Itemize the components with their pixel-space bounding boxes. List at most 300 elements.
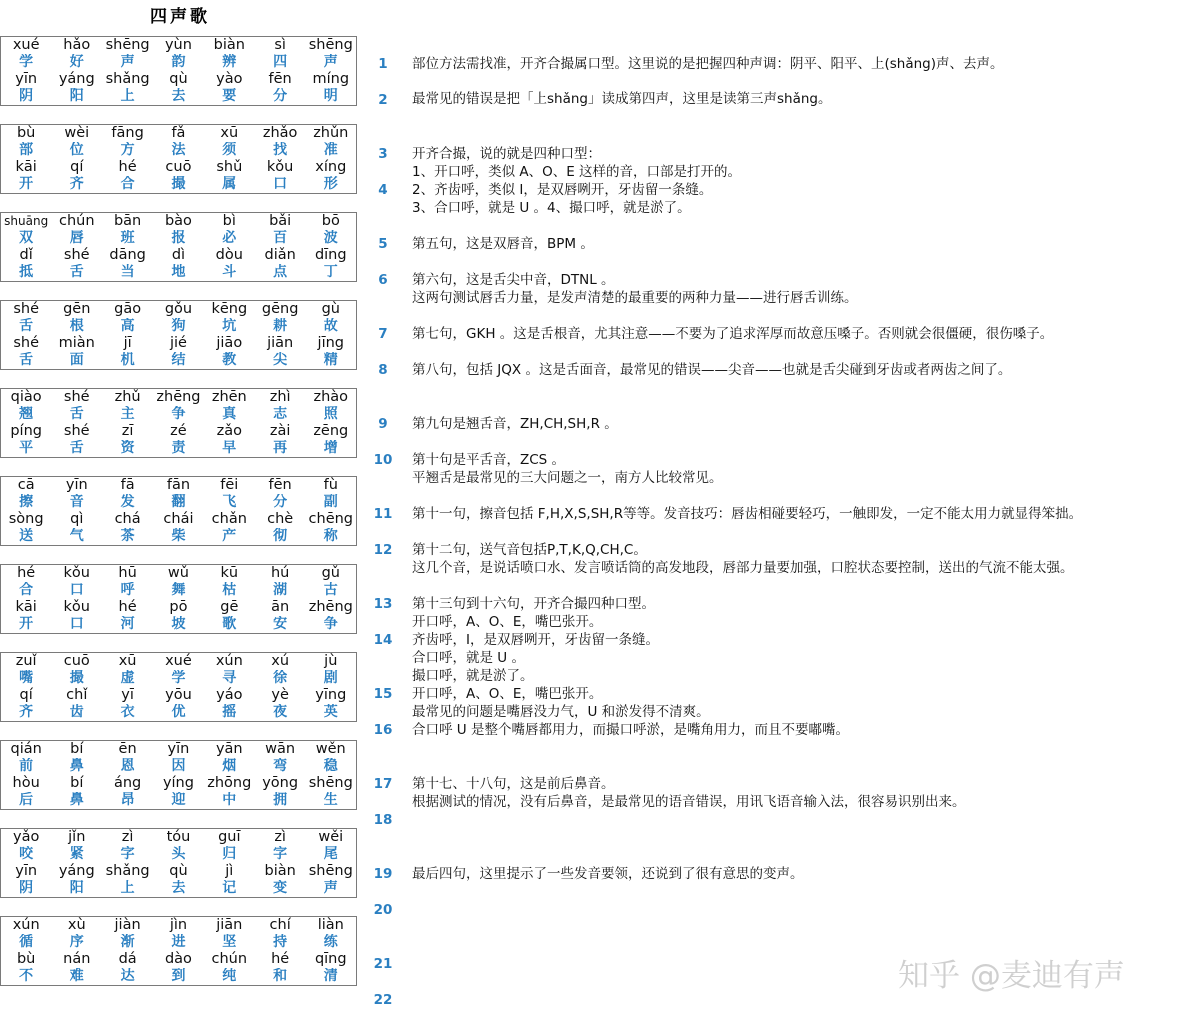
spacer-row <box>1 106 357 125</box>
pinyin-cell: hé <box>1 565 52 583</box>
hanzi-row <box>1 230 357 247</box>
pinyin-cell: yīn <box>1 71 52 88</box>
hanzi-row <box>1 880 357 898</box>
pinyin-cell: zhōng <box>207 775 252 791</box>
hanzi-cell: 主 <box>120 406 135 422</box>
pinyin-cell: diǎn <box>264 247 296 263</box>
hanzi-row <box>1 142 357 159</box>
hanzi-cell: 唇 <box>69 230 84 246</box>
hanzi-cell: 口 <box>69 582 84 598</box>
hanzi-row <box>1 494 357 511</box>
pinyin-cell: shēng <box>306 37 357 55</box>
hanzi-cell: 地 <box>153 264 204 282</box>
spacer-row <box>1 458 357 477</box>
pinyin-cell: shēng <box>306 775 357 792</box>
hanzi-cell: 后 <box>1 792 52 810</box>
note-line: 第五句，这是双唇音，BPM 。 <box>412 236 594 252</box>
page-title: 四声歌 <box>150 7 210 27</box>
hanzi-cell: 去 <box>153 880 204 898</box>
pinyin-cell: jìn <box>153 917 204 935</box>
hanzi-cell: 持 <box>273 934 288 950</box>
hanzi-cell: 找 <box>273 142 288 158</box>
pinyin-cell: chún <box>51 213 102 231</box>
hanzi-cell: 河 <box>102 616 153 634</box>
hanzi-cell: 达 <box>102 968 153 986</box>
pinyin-cell: shǎng <box>105 863 150 879</box>
hanzi-cell: 阳 <box>51 880 102 898</box>
hanzi-cell: 部 <box>1 142 52 159</box>
hanzi-cell: 点 <box>255 264 306 282</box>
hanzi-cell: 阴 <box>1 880 52 898</box>
pinyin-cell: pō <box>169 599 188 615</box>
line-number: 10 <box>373 452 393 468</box>
pinyin-row <box>1 389 357 407</box>
hanzi-cell: 嘴 <box>1 670 52 687</box>
hanzi-cell: 当 <box>102 264 153 282</box>
pinyin-cell: shé <box>51 389 102 407</box>
pinyin-row <box>1 741 357 759</box>
note-line: 这两句测试唇舌力量，是发声清楚的最重要的两种力量——进行唇舌训练。 <box>412 290 858 306</box>
pinyin-cell: zhǔ <box>102 389 153 407</box>
pinyin-cell: shé <box>1 335 52 352</box>
pinyin-cell: bù <box>1 125 52 143</box>
pinyin-cell: yǎo <box>1 829 52 847</box>
hanzi-row <box>1 318 357 335</box>
hanzi-cell: 序 <box>69 934 84 950</box>
hanzi-cell: 分 <box>273 494 288 510</box>
hanzi-cell: 分 <box>255 88 306 106</box>
hanzi-cell: 前 <box>1 758 52 775</box>
hanzi-cell: 字 <box>273 846 288 862</box>
hanzi-cell: 韵 <box>171 54 186 70</box>
pinyin-cell: yīn <box>1 863 52 880</box>
hanzi-cell: 歌 <box>204 616 255 634</box>
hanzi-cell: 变 <box>255 880 306 898</box>
hanzi-cell: 拥 <box>255 792 306 810</box>
spacer-row <box>1 194 357 213</box>
line-number: 6 <box>378 272 388 288</box>
pinyin-cell: zé <box>170 423 187 439</box>
pinyin-cell: zuǐ <box>1 653 52 671</box>
pinyin-cell: yùn <box>153 37 204 55</box>
pinyin-cell: xué <box>1 37 52 55</box>
hanzi-cell: 准 <box>306 142 357 159</box>
hanzi-cell: 古 <box>306 582 357 599</box>
hanzi-row <box>1 406 357 423</box>
hanzi-cell: 故 <box>306 318 357 335</box>
pinyin-row <box>1 477 357 495</box>
pinyin-cell: yào <box>216 71 243 87</box>
pinyin-cell: gēng <box>255 301 306 319</box>
hanzi-cell: 早 <box>204 440 255 458</box>
hanzi-cell: 舌 <box>51 264 102 282</box>
pinyin-cell: zì <box>102 829 153 847</box>
hanzi-cell: 志 <box>273 406 288 422</box>
pinyin-cell: kēng <box>204 301 255 319</box>
pinyin-cell: fǎ <box>153 125 204 143</box>
hanzi-cell: 夜 <box>255 704 306 722</box>
pinyin-cell: kǒu <box>266 159 294 175</box>
pinyin-cell: cuō <box>51 653 102 671</box>
note-line: 撮口呼，就是淤了。 <box>412 668 534 684</box>
pinyin-cell: xū <box>102 653 153 671</box>
hanzi-cell: 擦 <box>1 494 52 511</box>
pinyin-cell: jiàn <box>102 917 153 935</box>
pinyin-cell: dì <box>171 247 186 263</box>
pinyin-row <box>1 335 357 352</box>
hanzi-cell: 迎 <box>153 792 204 810</box>
pinyin-cell: yáng <box>58 71 95 87</box>
pinyin-row <box>1 687 357 704</box>
note-line: 开口呼，A、O、E，嘴巴张开。 <box>412 686 603 702</box>
pinyin-cell: liàn <box>306 917 357 935</box>
pinyin-cell: fā <box>102 477 153 495</box>
pinyin-cell: zhào <box>306 389 357 407</box>
hanzi-row <box>1 264 357 282</box>
hanzi-cell: 不 <box>1 968 52 986</box>
note-line: 第十句是平舌音，ZCS 。 <box>412 452 566 468</box>
note-line: 第八句，包括 JQX 。这是舌面音，最常见的错误——尖音——也就是舌尖碰到牙齿或者两齿之间了。 <box>412 362 1012 378</box>
hanzi-cell: 清 <box>306 968 357 986</box>
hanzi-row <box>1 528 357 546</box>
spacer-row <box>1 722 357 741</box>
hanzi-cell: 咬 <box>1 846 52 863</box>
pinyin-cell: gē <box>220 599 239 615</box>
pinyin-cell: chún <box>211 951 248 967</box>
hanzi-cell: 中 <box>204 792 255 810</box>
pinyin-cell: zhēng <box>153 389 204 407</box>
note-line: 第九句是翘舌音，ZH,CH,SH,R 。 <box>412 416 618 432</box>
line-number: 12 <box>373 542 393 558</box>
pinyin-cell: jié <box>169 335 187 351</box>
hanzi-cell: 斗 <box>204 264 255 282</box>
pinyin-cell: bào <box>153 213 204 231</box>
pinyin-cell: shé <box>63 423 90 439</box>
hanzi-row <box>1 616 357 634</box>
pinyin-cell: shēng <box>102 37 153 55</box>
pinyin-cell: dòu <box>215 247 243 263</box>
pinyin-cell: shēng <box>306 863 357 880</box>
hanzi-cell: 必 <box>222 230 237 246</box>
hanzi-cell: 鼻 <box>51 792 102 810</box>
hanzi-cell: 练 <box>306 934 357 951</box>
line-number: 15 <box>373 686 393 702</box>
hanzi-cell: 到 <box>153 968 204 986</box>
hanzi-row <box>1 934 357 951</box>
hanzi-cell: 属 <box>204 176 255 194</box>
hanzi-cell: 合 <box>102 176 153 194</box>
hanzi-cell: 法 <box>171 142 186 158</box>
pinyin-cell: bān <box>102 213 153 231</box>
note-line: 合口呼 U 是整个嘴唇都用力，而撮口呼淤，是嘴角用力，而且不要嘟嘴。 <box>412 722 849 738</box>
note-line: 第六句，这是舌尖中音，DTNL 。 <box>412 272 615 288</box>
pinyin-cell: dīng <box>306 247 357 264</box>
hanzi-cell: 音 <box>69 494 84 510</box>
hanzi-cell: 好 <box>69 54 84 70</box>
pinyin-cell: fāng <box>102 125 153 143</box>
hanzi-cell: 撮 <box>153 176 204 194</box>
pinyin-cell: áng <box>113 775 142 791</box>
pinyin-cell: bǎi <box>255 213 306 231</box>
hanzi-cell: 位 <box>69 142 84 158</box>
note-line: 平翘舌是最常见的三大问题之一，南方人比较常见。 <box>412 470 723 486</box>
hanzi-cell: 衣 <box>102 704 153 722</box>
hanzi-cell: 柴 <box>153 528 204 546</box>
pinyin-cell: gù <box>306 301 357 319</box>
hanzi-cell: 舌 <box>69 406 84 422</box>
pinyin-cell: chí <box>255 917 306 935</box>
pinyin-cell: kǒu <box>51 565 102 583</box>
pinyin-cell: gǔ <box>306 565 357 583</box>
hanzi-cell: 形 <box>306 176 357 194</box>
note-line: 最后四句，这里提示了一些发音要领，还说到了很有意思的变声。 <box>412 866 804 882</box>
spacer-row <box>1 370 357 389</box>
pinyin-cell: qù <box>169 863 188 879</box>
note-line: 第七句，GKH 。这是舌根音，尤其注意——不要为了追求浑厚而故意压嗓子。否则就会很僵硬，很伤嗓子。 <box>412 326 1054 342</box>
pinyin-cell: sì <box>255 37 306 55</box>
pinyin-cell: dào <box>164 951 192 967</box>
hanzi-cell: 字 <box>120 846 135 862</box>
pinyin-cell: jiān <box>204 917 255 935</box>
pinyin-row <box>1 511 357 528</box>
spacer-row <box>1 810 357 829</box>
hanzi-row <box>1 88 357 106</box>
hanzi-row <box>1 704 357 722</box>
pinyin-cell: chè <box>267 511 294 527</box>
pinyin-cell: fān <box>153 477 204 495</box>
pinyin-cell: xué <box>153 653 204 671</box>
pinyin-cell: jǐn <box>51 829 102 847</box>
hanzi-cell: 称 <box>306 528 357 546</box>
hanzi-cell: 报 <box>171 230 186 246</box>
pinyin-cell: kāi <box>1 159 52 176</box>
pinyin-cell: biàn <box>204 37 255 55</box>
note-line: 齐齿呼，I，是双唇咧开，牙齿留一条缝。 <box>412 632 659 648</box>
pinyin-cell: wěn <box>306 741 357 759</box>
pinyin-cell: miàn <box>58 335 95 351</box>
pinyin-cell: yīn <box>153 741 204 759</box>
hanzi-cell: 高 <box>120 318 135 334</box>
hanzi-cell: 开 <box>1 616 52 634</box>
hanzi-cell: 渐 <box>120 934 135 950</box>
pinyin-cell: míng <box>306 71 357 88</box>
pinyin-cell: kǒu <box>63 599 90 615</box>
hanzi-cell: 结 <box>153 352 204 370</box>
pinyin-cell: ān <box>271 599 290 615</box>
hanzi-cell: 去 <box>153 88 204 106</box>
pinyin-cell: zī <box>121 423 134 439</box>
pinyin-cell: zēng <box>306 423 357 440</box>
pinyin-cell: jiān <box>267 335 294 351</box>
pinyin-cell: wěi <box>306 829 357 847</box>
note-line: 1、开口呼，类似 A、O、E 这样的音，口部是打开的。 <box>412 164 742 180</box>
line-number: 5 <box>378 236 388 252</box>
pinyin-cell: xún <box>204 653 255 671</box>
hanzi-cell: 稳 <box>306 758 357 775</box>
note-line: 第十二句，送气音包括P,T,K,Q,CH,C。 <box>412 542 647 558</box>
hanzi-cell: 口 <box>255 176 306 194</box>
pinyin-row <box>1 951 357 968</box>
line-number: 8 <box>378 362 388 378</box>
pinyin-cell: shǎng <box>105 71 150 87</box>
note-line: 这几个音，是说话喷口水、发言喷话筒的高发地段，唇部力量要加强，口腔状态要控制，送出的气流不能太强。 <box>412 560 1074 576</box>
hanzi-cell: 茶 <box>102 528 153 546</box>
pinyin-cell: qí <box>1 687 52 704</box>
hanzi-cell: 枯 <box>222 582 237 598</box>
hanzi-cell: 阳 <box>51 88 102 106</box>
hanzi-cell: 归 <box>222 846 237 862</box>
pinyin-row <box>1 775 357 792</box>
pinyin-cell: yáng <box>58 863 95 879</box>
pinyin-cell: xū <box>204 125 255 143</box>
hanzi-cell: 根 <box>69 318 84 334</box>
pinyin-cell: gēn <box>51 301 102 319</box>
pinyin-cell: qí <box>70 159 84 175</box>
note-line: 合口呼，就是 U 。 <box>412 650 525 666</box>
pinyin-cell: yīng <box>306 687 357 704</box>
hanzi-cell: 气 <box>51 528 102 546</box>
pinyin-cell: wèi <box>51 125 102 143</box>
pinyin-cell: xú <box>255 653 306 671</box>
pinyin-cell: nán <box>63 951 91 967</box>
hanzi-cell: 百 <box>273 230 288 246</box>
pinyin-cell: xíng <box>306 159 357 176</box>
hanzi-cell: 虚 <box>120 670 135 686</box>
pinyin-cell: fēn <box>255 477 306 495</box>
pinyin-row <box>1 423 357 440</box>
hanzi-cell: 和 <box>255 968 306 986</box>
hanzi-cell: 头 <box>171 846 186 862</box>
line-number: 9 <box>378 416 388 432</box>
hanzi-row <box>1 176 357 194</box>
note-line: 最常见的问题是嘴唇没力气，U 和淤发得不清爽。 <box>412 704 710 720</box>
pinyin-cell: tóu <box>153 829 204 847</box>
note-line: 2、齐齿呼，类似 I，是双唇咧开，牙齿留一条缝。 <box>412 182 713 198</box>
pinyin-cell: hú <box>255 565 306 583</box>
hanzi-cell: 翘 <box>1 406 52 423</box>
pinyin-cell: chái <box>163 511 194 527</box>
pinyin-cell: jīng <box>306 335 357 352</box>
hanzi-cell: 声 <box>306 880 357 898</box>
hanzi-row <box>1 758 357 775</box>
pinyin-cell: jù <box>306 653 357 671</box>
hanzi-cell: 送 <box>1 528 52 546</box>
pinyin-cell: dá <box>118 951 137 967</box>
hanzi-cell: 撮 <box>69 670 84 686</box>
line-number: 2 <box>378 92 388 108</box>
hanzi-cell: 恩 <box>120 758 135 774</box>
pinyin-cell: ēn <box>102 741 153 759</box>
pinyin-cell: píng <box>1 423 52 440</box>
hanzi-cell: 面 <box>51 352 102 370</box>
hanzi-cell: 彻 <box>255 528 306 546</box>
hanzi-cell: 舌 <box>1 352 52 370</box>
line-number: 1 <box>378 56 388 72</box>
pinyin-cell: kāi <box>1 599 52 616</box>
hanzi-cell: 再 <box>255 440 306 458</box>
note-line: 第十三句到十六句，开齐合撮四种口型。 <box>412 596 655 612</box>
hanzi-cell: 狗 <box>171 318 186 334</box>
hanzi-cell: 尖 <box>255 352 306 370</box>
pinyin-cell: fēn <box>268 71 292 87</box>
pinyin-row <box>1 37 357 55</box>
pinyin-row <box>1 125 357 143</box>
pinyin-cell: fù <box>306 477 357 495</box>
pinyin-row <box>1 829 357 847</box>
pinyin-row <box>1 863 357 880</box>
pinyin-cell: chǐ <box>66 687 88 703</box>
hanzi-row <box>1 968 357 986</box>
pinyin-cell: sòng <box>1 511 52 528</box>
spacer-row <box>1 282 357 301</box>
pinyin-row <box>1 301 357 319</box>
hanzi-row <box>1 582 357 599</box>
hanzi-cell: 学 <box>1 54 52 71</box>
spacer-row <box>1 546 357 565</box>
pinyin-cell: cuō <box>165 159 192 175</box>
hanzi-cell: 翻 <box>171 494 186 510</box>
hanzi-cell: 英 <box>306 704 357 722</box>
pinyin-cell: zhì <box>255 389 306 407</box>
hanzi-cell: 真 <box>222 406 237 422</box>
hanzi-cell: 机 <box>102 352 153 370</box>
hanzi-row <box>1 792 357 810</box>
note-line: 第十一句，擦音包括 F,H,X,S,SH,R等等。发音技巧：唇齿相碰要轻巧，一触即发，一定不能太用力就显得笨拙。 <box>412 506 1083 522</box>
hanzi-cell: 抵 <box>1 264 52 282</box>
hanzi-cell: 精 <box>306 352 357 370</box>
hanzi-cell: 双 <box>1 230 52 247</box>
pinyin-cell: zài <box>269 423 291 439</box>
pinyin-cell: qīng <box>306 951 357 968</box>
line-number: 4 <box>378 182 388 198</box>
hanzi-cell: 方 <box>120 142 135 158</box>
hanzi-cell: 平 <box>1 440 52 458</box>
hanzi-row <box>1 440 357 458</box>
hanzi-cell: 因 <box>171 758 186 774</box>
pinyin-cell: shuāng <box>1 213 52 231</box>
hanzi-cell: 副 <box>306 494 357 511</box>
hanzi-cell: 安 <box>255 616 306 634</box>
hanzi-cell: 开 <box>1 176 52 194</box>
line-number: 21 <box>373 956 393 972</box>
pinyin-cell: bō <box>306 213 357 231</box>
hanzi-cell: 摇 <box>204 704 255 722</box>
hanzi-cell: 寻 <box>222 670 237 686</box>
hanzi-cell: 齿 <box>51 704 102 722</box>
note-line: 开齐合撮，说的就是四种口型： <box>412 146 601 162</box>
hanzi-cell: 辨 <box>222 54 237 70</box>
pinyin-cell: fēi <box>204 477 255 495</box>
line-number: 22 <box>373 992 393 1008</box>
hanzi-cell: 纯 <box>204 968 255 986</box>
pinyin-cell: jì <box>225 863 234 879</box>
pinyin-cell: yōu <box>165 687 192 703</box>
note-line: 最常见的错误是把「上shǎng」读成第四声，这里是读第三声shǎng。 <box>412 91 832 107</box>
pinyin-cell: dāng <box>109 247 146 263</box>
pinyin-cell: wǔ <box>153 565 204 583</box>
pinyin-cell: zǎo <box>216 423 242 439</box>
pinyin-cell: wān <box>255 741 306 759</box>
hanzi-cell: 上 <box>102 88 153 106</box>
pinyin-row <box>1 213 357 231</box>
pinyin-row <box>1 917 357 935</box>
pinyin-cell: guī <box>204 829 255 847</box>
hanzi-cell: 呼 <box>120 582 135 598</box>
hanzi-cell: 四 <box>273 54 288 70</box>
note-line: 3、合口呼，就是 U 。4、撮口呼，就是淤了。 <box>412 200 691 216</box>
hanzi-cell: 循 <box>1 934 52 951</box>
note-line: 第十七、十八句，这是前后鼻音。 <box>412 776 615 792</box>
